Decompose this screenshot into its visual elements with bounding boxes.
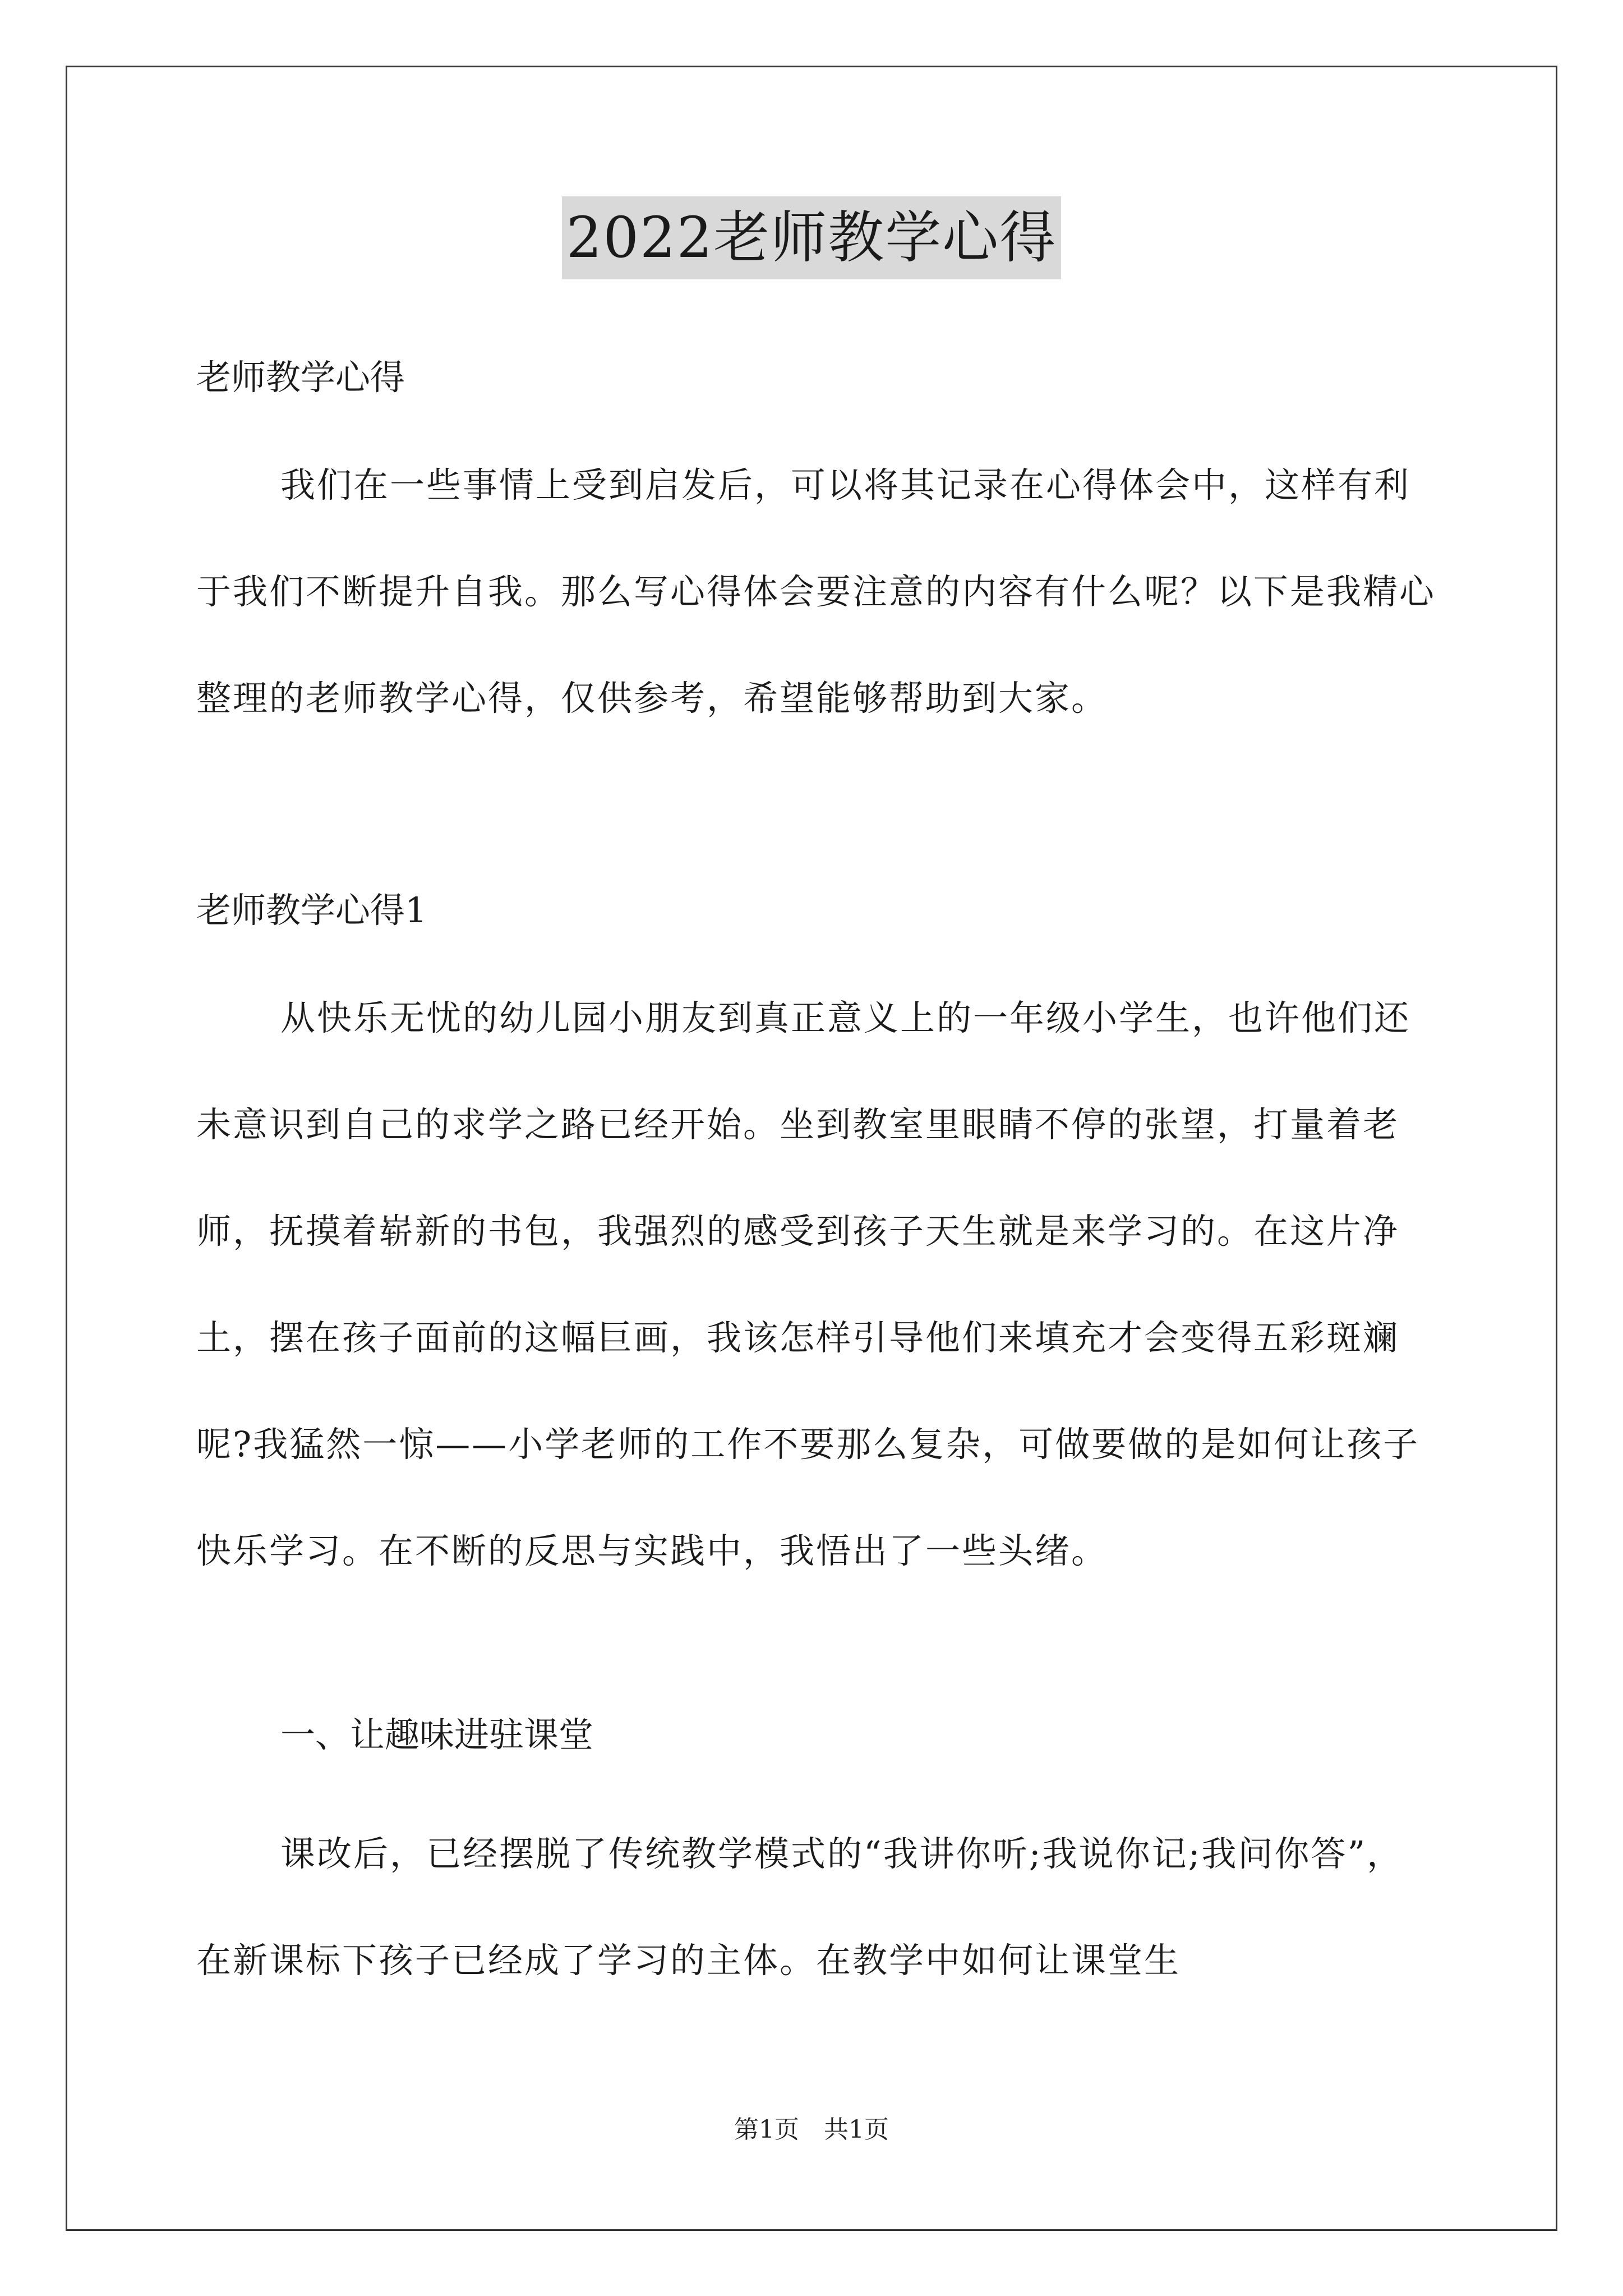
subheading-1: 一、让趣味进驻课堂 [280, 1714, 594, 1755]
title-container [0, 196, 1623, 279]
section1-paragraph-2: 课改后，已经摆脱了传统教学模式的“我讲你听;我说你记;我问你答”，在新课标下孩子已经成了学习的主体。在教学中如何让课堂生 [196, 1833, 1404, 1981]
intro-paragraph: 我们在一些事情上受到启发后，可以将其记录在心得体会中，这样有利于我们不断提升自我。那么写心得体会要注意的内容有什么呢？以下是我精心整理的老师教学心得，仅供参考，希望能够帮助到大家。 [196, 464, 1436, 719]
document-subtitle: 老师教学心得 [196, 357, 405, 398]
page-footer: 第1页 共1页 [734, 2115, 889, 2144]
section-heading-1: 老师教学心得1 [196, 890, 427, 931]
document-title: 2022老师教学心得 [562, 196, 1062, 279]
section1-paragraph-1: 从快乐无忧的幼儿园小朋友到真正意义上的一年级小学生，也许他们还未意识到自己的求学之路已经开始。坐到教室里眼睛不停的张望，打量着老师，抚摸着崭新的书包，我强烈的感受到孩子天生就是来学习的。在这片净土，摆在孩子面前的这幅巨画，我该怎样引导他们来填充才会变得五彩斑斓呢?我猛然一惊——小学老师的工作不要那么复杂，可做要做的是如何让孩子快乐学习。在不断的反思与实践中，我悟出了一些头绪。 [196, 997, 1420, 1571]
